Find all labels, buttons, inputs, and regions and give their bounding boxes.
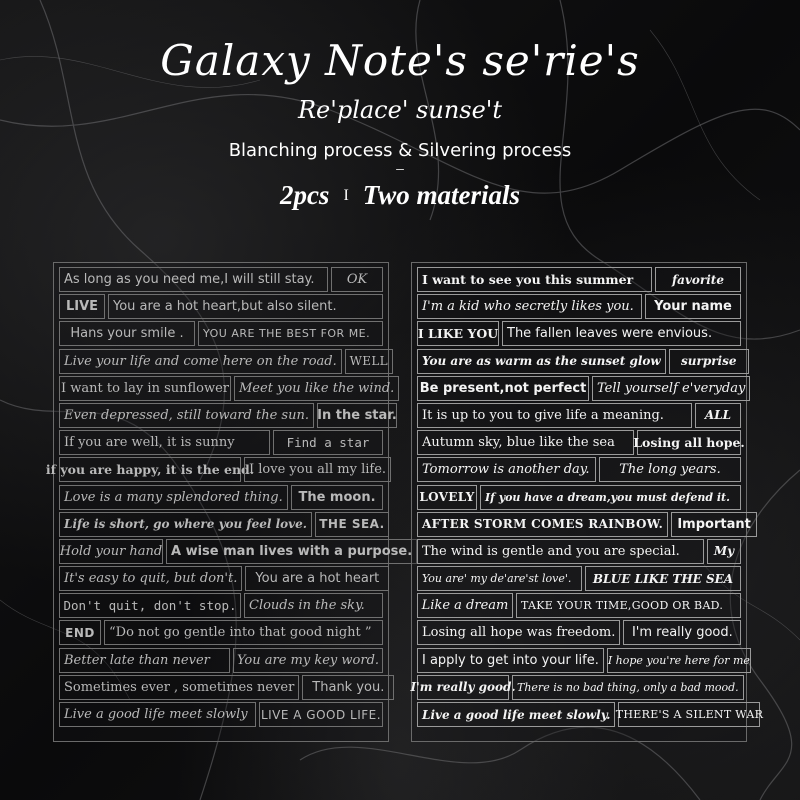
sticker[interactable]: I'm really good. — [417, 675, 509, 700]
sticker[interactable]: if you are happy, it is the end. — [59, 457, 241, 482]
sticker[interactable]: “Do not go gentle into that good night ” — [104, 620, 383, 645]
divider-glyph: I — [343, 187, 349, 204]
sticker[interactable]: Losing all hope. — [637, 430, 741, 455]
sticker[interactable]: You are' my de'are'st love'. — [417, 566, 582, 591]
materials-line — [0, 180, 800, 211]
sticker[interactable]: Be present,not perfect — [417, 376, 589, 401]
sticker-row — [417, 539, 741, 564]
sticker-row — [59, 321, 383, 346]
sticker[interactable]: Thank you. — [302, 675, 394, 700]
sticker-row — [59, 349, 388, 374]
sticker-row — [59, 702, 383, 727]
sticker[interactable]: Tell yourself e'veryday — [592, 376, 750, 401]
sticker[interactable]: Clouds in the sky. — [244, 593, 383, 618]
sticker[interactable]: YOU ARE THE BEST FOR ME. — [198, 321, 383, 346]
sticker[interactable]: BLUE LIKE THE SEA — [585, 566, 741, 591]
sticker[interactable]: Don't quit, don't stop. — [59, 593, 241, 618]
sticker[interactable]: Hold your hand — [59, 539, 163, 564]
sticker[interactable]: Hans your smile . — [59, 321, 195, 346]
sticker[interactable]: OK — [331, 267, 383, 292]
sticker[interactable]: Love is a many splendored thing. — [59, 485, 288, 510]
sticker-row — [59, 648, 383, 673]
sticker-row — [417, 267, 741, 292]
sticker[interactable]: END — [59, 620, 101, 645]
sticker[interactable]: I want to lay in sunflower — [59, 376, 231, 401]
sticker-row — [417, 349, 741, 374]
header-dash: – — [396, 160, 404, 176]
left-sticker-sheet — [45, 262, 413, 742]
sticker-row — [45, 457, 387, 482]
sticker[interactable]: If you are well, it is sunny — [59, 430, 270, 455]
right-sticker-sheet — [410, 262, 764, 742]
sticker-row — [59, 403, 397, 428]
sticker[interactable]: I apply to get into your life. — [417, 648, 604, 673]
sticker-row — [59, 675, 383, 700]
sticker[interactable]: My — [707, 539, 741, 564]
sticker[interactable]: You are my key word. — [233, 648, 383, 673]
sticker-row — [417, 512, 751, 537]
sticker[interactable]: The wind is gentle and you are special. — [417, 539, 704, 564]
sticker[interactable]: Like a dream — [417, 593, 513, 618]
sticker-row — [59, 620, 383, 645]
product-title: Galaxy Note's se'rie's — [160, 36, 640, 85]
sticker[interactable]: In the star. — [317, 403, 397, 428]
sticker-row — [417, 485, 741, 510]
sticker[interactable]: I'm a kid who secretly likes you. — [417, 294, 642, 319]
sticker-row — [417, 702, 764, 727]
sticker-row — [59, 512, 383, 537]
sticker[interactable]: There is no bad thing, only a bad mood. — [512, 675, 744, 700]
sticker-row — [59, 593, 383, 618]
sticker[interactable]: ALL — [695, 403, 741, 428]
sticker-row — [417, 593, 741, 618]
sticker[interactable]: LIVE A GOOD LIFE. — [259, 702, 383, 727]
sticker[interactable]: I LIKE YOU — [417, 321, 499, 346]
sticker[interactable]: The fallen leaves were envious. — [502, 321, 741, 346]
sticker-row — [59, 294, 383, 319]
sticker[interactable]: Live your life and come here on the road. — [59, 349, 342, 374]
sticker[interactable]: I want to see you this summer — [417, 267, 652, 292]
sticker[interactable]: I love you all my life. — [244, 457, 391, 482]
sticker[interactable]: Your name — [645, 294, 741, 319]
sticker[interactable]: Live a good life meet slowly. — [417, 702, 615, 727]
materials-label: Two materials — [362, 180, 521, 210]
sticker-row — [417, 648, 750, 673]
sticker[interactable]: Tomorrow is another day. — [417, 457, 596, 482]
sticker[interactable]: Better late than never — [59, 648, 230, 673]
sticker[interactable]: The long years. — [599, 457, 741, 482]
product-subtitle: Re'place' sunse't — [297, 96, 503, 124]
sticker[interactable]: Autumn sky, blue like the sea — [417, 430, 634, 455]
sticker[interactable]: You are a hot heart,but also silent. — [108, 294, 383, 319]
sticker[interactable]: LIVE — [59, 294, 105, 319]
sticker[interactable]: A wise man lives with a purpose. — [166, 539, 417, 564]
sticker[interactable]: Meet you like the wind. — [234, 376, 399, 401]
sticker[interactable]: LOVELY — [417, 485, 477, 510]
sticker[interactable]: Losing all hope was freedom. — [417, 620, 620, 645]
sticker[interactable]: You are as warm as the sunset glow — [417, 349, 666, 374]
process-text: Blanching process & Silvering process — [228, 140, 572, 161]
sticker-row — [59, 539, 413, 564]
sticker-row — [417, 430, 745, 455]
sticker-row — [410, 675, 741, 700]
sticker-row — [417, 457, 741, 482]
sticker[interactable]: You are a hot heart — [245, 566, 389, 591]
sticker-row — [417, 566, 741, 591]
sticker[interactable]: If you have a dream,you must defend it. — [480, 485, 741, 510]
sticker-row — [417, 620, 741, 645]
sticker-row — [417, 294, 741, 319]
sticker[interactable]: It is up to you to give life a meaning. — [417, 403, 692, 428]
sticker[interactable]: I'm really good. — [623, 620, 741, 645]
sticker-row — [59, 430, 383, 455]
sticker[interactable]: The moon. — [291, 485, 383, 510]
sticker[interactable]: TAKE YOUR TIME,GOOD OR BAD. — [516, 593, 741, 618]
sticker-row — [417, 403, 741, 428]
sticker[interactable]: Even depressed, still toward the sun. — [59, 403, 314, 428]
sticker[interactable]: favorite — [655, 267, 741, 292]
sticker[interactable]: Find a star — [273, 430, 383, 455]
sticker[interactable]: Live a good life meet slowly — [59, 702, 256, 727]
sticker[interactable]: WELL — [345, 349, 393, 374]
sticker[interactable]: Life is short, go where you feel love. — [59, 512, 312, 537]
sticker-row — [417, 376, 746, 401]
quantity-label: 2pcs — [279, 180, 330, 210]
sticker[interactable]: I hope you're here for me — [607, 648, 751, 673]
sticker[interactable]: AFTER STORM COMES RAINBOW. — [417, 512, 668, 537]
sticker[interactable]: surprise — [669, 349, 749, 374]
sticker-row — [59, 267, 383, 292]
sticker[interactable]: It's easy to quit, but don't. — [59, 566, 242, 591]
sticker[interactable]: Important — [671, 512, 757, 537]
sticker[interactable]: Sometimes ever , sometimes never — [59, 675, 299, 700]
sticker-row — [59, 376, 395, 401]
sticker[interactable]: As long as you need me,I will still stay. — [59, 267, 328, 292]
sticker-row — [417, 321, 741, 346]
sticker[interactable]: THERE'S A SILENT WAR — [618, 702, 760, 727]
sticker-row — [59, 485, 383, 510]
sticker-row — [59, 566, 383, 591]
sticker[interactable]: THE SEA. — [315, 512, 389, 537]
